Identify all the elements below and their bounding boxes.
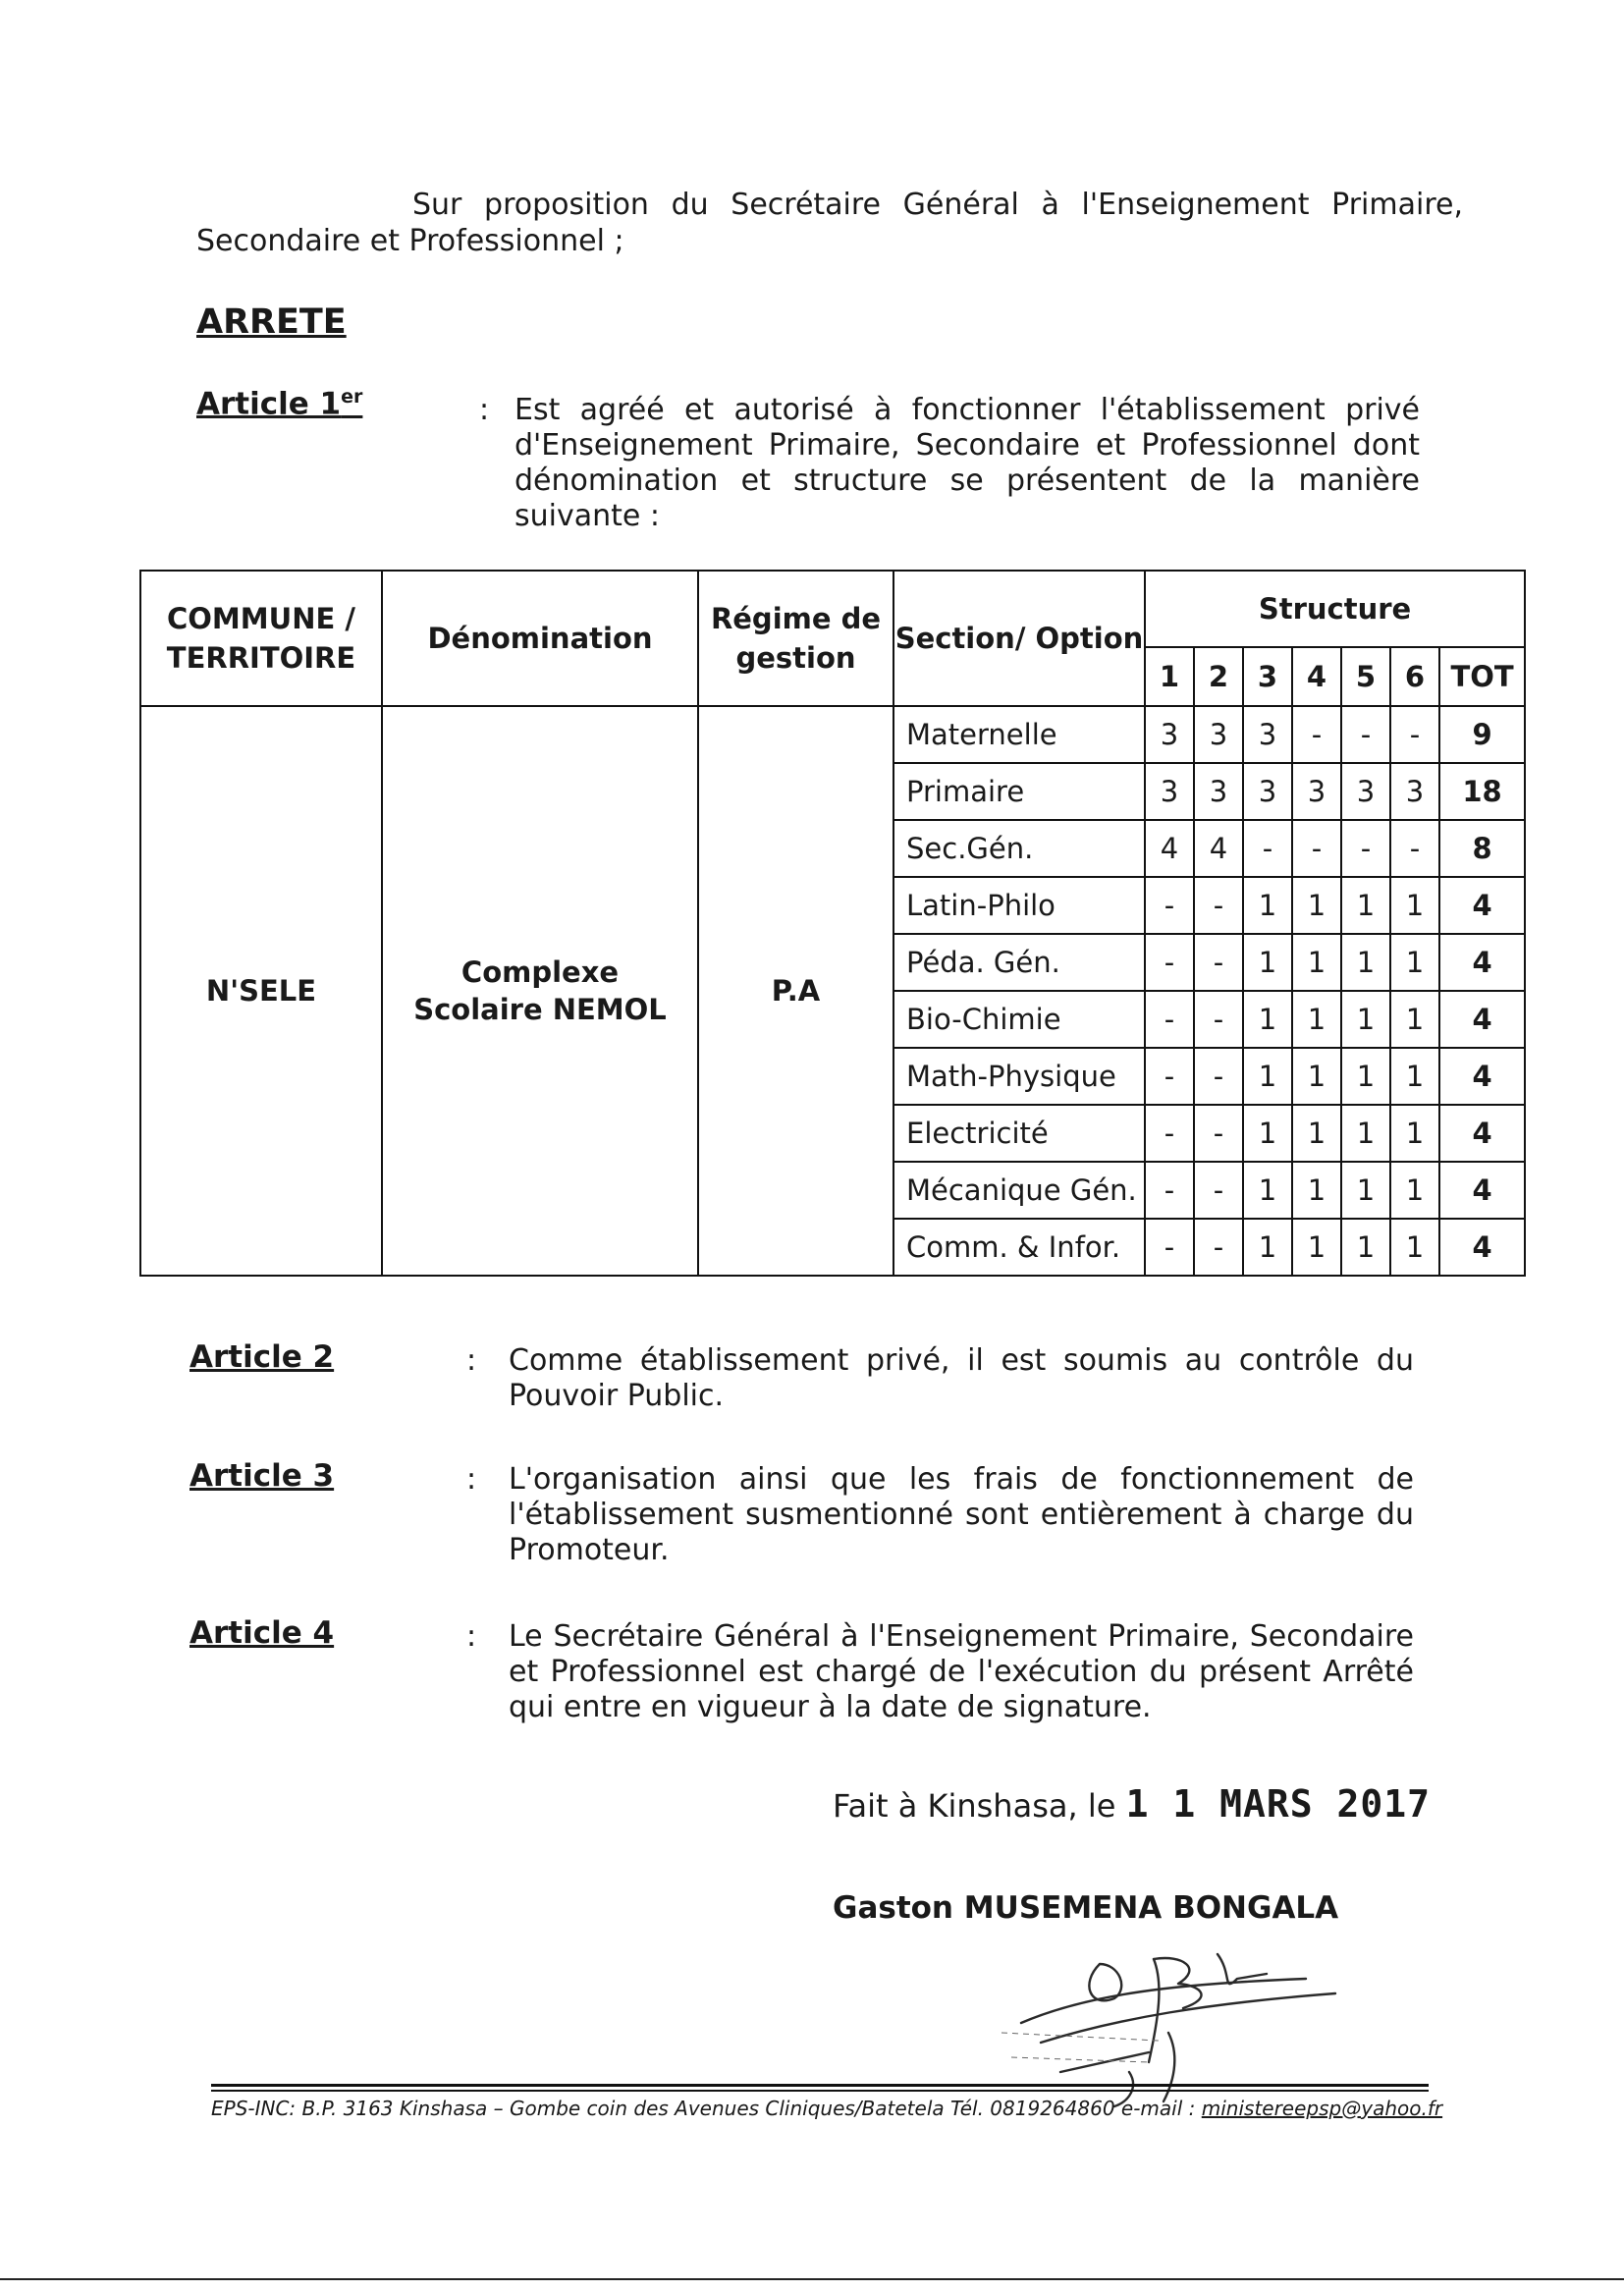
level-4-cell: 1 (1292, 877, 1341, 934)
level-1-cell: - (1145, 1162, 1194, 1219)
level-1-cell: 4 (1145, 820, 1194, 877)
date-stamp: 1 1 MARS 2017 (1125, 1782, 1431, 1826)
level-5-cell: - (1341, 820, 1390, 877)
level-2-cell: - (1194, 991, 1243, 1048)
level-4-cell: - (1292, 820, 1341, 877)
level-6-cell: 1 (1390, 991, 1439, 1048)
level-3-cell: - (1243, 820, 1292, 877)
footer-rule (211, 2090, 1429, 2092)
section-option-cell: Math-Physique (893, 1048, 1145, 1105)
header-level: 4 (1292, 647, 1341, 706)
section-option-cell: Electricité (893, 1105, 1145, 1162)
level-2-cell: 3 (1194, 763, 1243, 820)
article-2-label: Article 2 (189, 1339, 335, 1375)
footer-address (211, 2097, 1442, 2120)
section-option-cell: Mécanique Gén. (893, 1162, 1145, 1219)
header-denomination: Dénomination (382, 571, 698, 706)
level-4-cell: 1 (1292, 934, 1341, 991)
level-5-cell: 1 (1341, 1219, 1390, 1276)
level-5-cell: 3 (1341, 763, 1390, 820)
article-3-colon: : (466, 1462, 477, 1497)
header-level: 2 (1194, 647, 1243, 706)
level-6-cell: 1 (1390, 1219, 1439, 1276)
header-level: 3 (1243, 647, 1292, 706)
level-1-cell: - (1145, 1048, 1194, 1105)
place-text: Fait à Kinshasa, le (833, 1787, 1116, 1825)
level-5-cell: - (1341, 706, 1390, 763)
intro-line-2: Secondaire et Professionnel ; (196, 224, 624, 258)
total-cell: 8 (1439, 820, 1525, 877)
section-option-cell: Primaire (893, 763, 1145, 820)
level-5-cell: 1 (1341, 877, 1390, 934)
signatory-name: Gaston MUSEMENA BONGALA (833, 1890, 1339, 1926)
header-regime: Régime de gestion (698, 571, 893, 706)
article-1-line: Est agréé et autorisé à fonctionner l'établissement privé (514, 393, 1420, 427)
level-5-cell: 1 (1341, 1162, 1390, 1219)
level-5-cell: 1 (1341, 1105, 1390, 1162)
article-1-colon: : (479, 393, 490, 427)
total-cell: 4 (1439, 1219, 1525, 1276)
level-3-cell: 1 (1243, 991, 1292, 1048)
level-5-cell: 1 (1341, 1048, 1390, 1105)
article-2-line: Comme établissement privé, il est soumis au contrôle du (509, 1343, 1414, 1378)
handwritten-signature (982, 1925, 1394, 2121)
level-3-cell: 1 (1243, 934, 1292, 991)
intro-line-1: Sur proposition du Secrétaire Général à l'Enseignement Primaire, (412, 188, 1463, 222)
header-level: 6 (1390, 647, 1439, 706)
article-1-label: Article 1er (196, 386, 363, 422)
level-1-cell: - (1145, 1105, 1194, 1162)
level-1-cell: - (1145, 991, 1194, 1048)
total-cell: 4 (1439, 1162, 1525, 1219)
section-option-cell: Comm. & Infor. (893, 1219, 1145, 1276)
level-6-cell: 3 (1390, 763, 1439, 820)
level-3-cell: 1 (1243, 1105, 1292, 1162)
footer-rule (211, 2084, 1429, 2087)
commune-cell: N'SELE (140, 706, 382, 1276)
place-and-date (833, 1782, 1431, 1826)
footer-email: ministereepsp@yahoo.fr (1201, 2097, 1443, 2120)
section-option-cell: Péda. Gén. (893, 934, 1145, 991)
total-cell: 4 (1439, 991, 1525, 1048)
level-6-cell: 1 (1390, 877, 1439, 934)
article-4-line: Le Secrétaire Général à l'Enseignement Primaire, Secondaire (509, 1619, 1414, 1654)
level-3-cell: 3 (1243, 706, 1292, 763)
level-2-cell: - (1194, 1105, 1243, 1162)
level-6-cell: - (1390, 820, 1439, 877)
section-option-cell: Maternelle (893, 706, 1145, 763)
section-option-cell: Bio-Chimie (893, 991, 1145, 1048)
table-row (140, 706, 1525, 763)
level-2-cell: - (1194, 1219, 1243, 1276)
total-cell: 4 (1439, 1105, 1525, 1162)
article-1-body (514, 393, 1420, 534)
level-4-cell: 1 (1292, 1219, 1341, 1276)
page-bottom-line (0, 2278, 1624, 2280)
level-5-cell: 1 (1341, 934, 1390, 991)
article-1-line: suivante : (514, 499, 660, 533)
section-option-cell: Sec.Gén. (893, 820, 1145, 877)
level-4-cell: 1 (1292, 1162, 1341, 1219)
level-6-cell: 1 (1390, 1105, 1439, 1162)
article-2-line: Pouvoir Public. (509, 1379, 725, 1413)
level-5-cell: 1 (1341, 991, 1390, 1048)
article-4-line: qui entre en vigueur à la date de signature. (509, 1690, 1152, 1724)
decree-heading: ARRETE (196, 302, 347, 342)
header-total: TOT (1439, 647, 1525, 706)
total-cell: 4 (1439, 934, 1525, 991)
level-2-cell: 3 (1194, 706, 1243, 763)
total-cell: 9 (1439, 706, 1525, 763)
article-4-line: et Professionnel est chargé de l'exécution du présent Arrêté (509, 1655, 1414, 1689)
level-2-cell: - (1194, 877, 1243, 934)
level-4-cell: 3 (1292, 763, 1341, 820)
level-4-cell: - (1292, 706, 1341, 763)
header-commune: COMMUNE / TERRITOIRE (140, 571, 382, 706)
total-cell: 18 (1439, 763, 1525, 820)
article-1-line: d'Enseignement Primaire, Secondaire et Professionnel dont (514, 428, 1420, 463)
header-level: 5 (1341, 647, 1390, 706)
level-3-cell: 1 (1243, 1162, 1292, 1219)
level-1-cell: 3 (1145, 763, 1194, 820)
level-1-cell: - (1145, 877, 1194, 934)
level-6-cell: - (1390, 706, 1439, 763)
level-2-cell: 4 (1194, 820, 1243, 877)
level-4-cell: 1 (1292, 991, 1341, 1048)
total-cell: 4 (1439, 877, 1525, 934)
article-3-line: Promoteur. (509, 1533, 670, 1567)
level-2-cell: - (1194, 1162, 1243, 1219)
total-cell: 4 (1439, 1048, 1525, 1105)
article-4-body (509, 1619, 1414, 1725)
level-4-cell: 1 (1292, 1105, 1341, 1162)
footer-text: EPS-INC: B.P. 3163 Kinshasa – Gombe coin des Avenues Cliniques/Batetela Tél. 0819264860 e-mail : (211, 2097, 1196, 2120)
article-3-line: l'établissement susmentionné sont entièrement à charge du (509, 1498, 1414, 1532)
article-4-label: Article 4 (189, 1615, 335, 1651)
level-1-cell: - (1145, 934, 1194, 991)
level-6-cell: 1 (1390, 1048, 1439, 1105)
article-3-body (509, 1462, 1414, 1568)
article-3-line: L'organisation ainsi que les frais de fonctionnement de (509, 1462, 1414, 1497)
article-1-line: dénomination et structure se présentent de la manière (514, 464, 1420, 498)
header-section: Section/ Option (893, 571, 1145, 706)
level-6-cell: 1 (1390, 1162, 1439, 1219)
article-4-colon: : (466, 1619, 477, 1654)
article-2-body (509, 1343, 1414, 1414)
level-1-cell: - (1145, 1219, 1194, 1276)
level-1-cell: 3 (1145, 706, 1194, 763)
level-4-cell: 1 (1292, 1048, 1341, 1105)
level-2-cell: - (1194, 1048, 1243, 1105)
article-2-colon: : (466, 1343, 477, 1378)
level-6-cell: 1 (1390, 934, 1439, 991)
regime-cell: P.A (698, 706, 893, 1276)
level-3-cell: 3 (1243, 763, 1292, 820)
header-level: 1 (1145, 647, 1194, 706)
header-structure: Structure (1145, 571, 1525, 647)
denomination-cell: Complexe Scolaire NEMOL (382, 706, 698, 1276)
level-3-cell: 1 (1243, 877, 1292, 934)
article-3-label: Article 3 (189, 1458, 335, 1494)
level-3-cell: 1 (1243, 1219, 1292, 1276)
level-3-cell: 1 (1243, 1048, 1292, 1105)
structure-table (139, 570, 1526, 1277)
level-2-cell: - (1194, 934, 1243, 991)
section-option-cell: Latin-Philo (893, 877, 1145, 934)
